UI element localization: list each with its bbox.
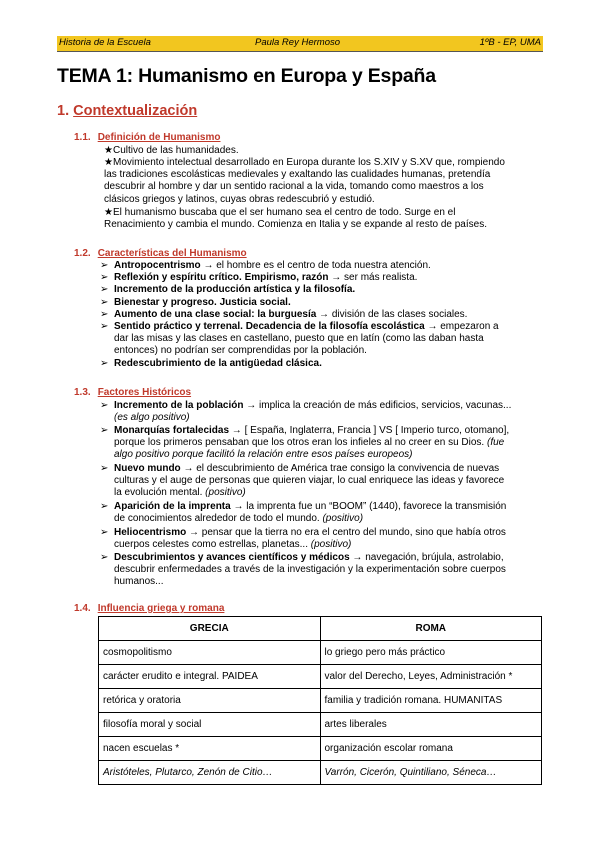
star-bullet-icon: ★ [104,145,113,156]
table-cell: nacen escuelas * [99,737,321,761]
arrow-bullet-icon: ➢ [100,527,109,538]
arrow-bullet-icon: ➢ [100,463,109,474]
subsection-1-3-heading [74,387,191,398]
table-cell: Aristóteles, Plutarco, Zenón de Citio… [99,761,321,785]
header-author: Paula Rey Hermoso [255,37,341,48]
factor-item: ➢ Incremento de la población → implica la creación de más edificios, servicios, vacunas... (es algo positivo) [100,400,512,424]
feature-item: ➢ Bienestar y progreso. Justicia social. [100,297,291,308]
column-header-grecia: GRECIA [99,617,321,641]
arrow-bullet-icon: ➢ [100,552,109,563]
feature-item: ➢ Antropocentrismo → el hombre es el centro de toda nuestra atención. [100,260,431,271]
arrow-bullet-icon: ➢ [100,425,109,436]
table-cell: cosmopolitismo [99,641,321,665]
definition-item-3: ★El humanismo buscaba que el ser humano sea el centro de todo. Surge en el Renacimiento y cambia el mundo. Comienza en Italia y se expande al resto de países. [104,207,487,231]
table-cell: retórica y oratoria [99,689,321,713]
factor-item: ➢ Descubrimientos y avances científicos y médicos → navegación, brújula, astrolabio, descubrir enfermedades a través de la investigación y la experimentación sobre cuerpos humanos... [100,552,506,588]
feature-item: ➢ Incremento de la producción artística y la filosofía. [100,284,356,295]
table-header-row [99,617,542,641]
factor-item: ➢ Aparición de la imprenta → la imprenta fue un “BOOM” (1440), favorece la transmisión de conocimientos alrededor de todo el mundo. (positivo) [100,501,507,525]
subsection-number: 1.2. [74,248,91,259]
definition-item-2: ★Movimiento intelectual desarrollado en Europa durante los S.XIV y S.XV que, rompiendo las tradiciones escolásticas medievales y exaltando las cualidades humanas, pretendía descubrir al hombre y dar un sentido racional a la vida, tomando como maestros a los clásicos griegos y latinos, cuyas obras redescubrió y estudió. [104,157,505,205]
arrow-bullet-icon: ➢ [100,309,109,320]
table-cell: carácter erudito e integral. PAIDEA [99,665,321,689]
arrow-bullet-icon: ➢ [100,272,109,283]
table-row [99,737,542,761]
table-cell: lo griego pero más práctico [320,641,542,665]
table-cell: familia y tradición romana. HUMANITAS [320,689,542,713]
arrow-bullet-icon: ➢ [100,284,109,295]
factor-item: ➢ Nuevo mundo → el descubrimiento de América trae consigo la convivencia de nuevas culturas y el auge de personas que quieren viajar, lo cual enriquece las ideas y favorece la evolución mental. (positivo) [100,463,505,499]
feature-item: ➢ Aumento de una clase social: la burguesía → división de las clases sociales. [100,309,468,320]
section-label: Contextualización [73,103,198,119]
subsection-label: Características del Humanismo [97,248,247,259]
section-1-heading [57,103,197,119]
subsection-number: 1.1. [74,132,91,143]
arrow-bullet-icon: ➢ [100,260,109,271]
influence-table [98,616,542,785]
subsection-label: Factores Históricos [97,387,192,398]
subsection-label: Influencia griega y romana [97,603,225,614]
table-row [99,689,542,713]
arrow-bullet-icon: ➢ [100,321,109,332]
arrow-bullet-icon: ➢ [100,501,109,512]
page-title: TEMA 1: Humanismo en Europa y España [57,65,436,87]
column-header-roma: ROMA [320,617,542,641]
arrow-bullet-icon: ➢ [100,358,109,369]
arrow-bullet-icon: ➢ [100,400,109,411]
subsection-1-1-heading [74,132,220,143]
table-row [99,665,542,689]
feature-item: ➢ Redescubrimiento de la antigüedad clásica. [100,358,322,369]
table-cell: artes liberales [320,713,542,737]
factor-item: ➢ Heliocentrismo → pensar que la tierra no era el centro del mundo, sino que había otros cuerpos celestes como estrellas, planetas... (positivo) [100,527,506,551]
table-cell: valor del Derecho, Leyes, Administración * [320,665,542,689]
subsection-1-2-heading [74,248,247,259]
header-group: 1ºB - EP, UMA [479,37,541,48]
star-bullet-icon: ★ [104,207,113,218]
star-bullet-icon: ★ [104,157,113,168]
header-course: Historia de la Escuela [59,37,151,48]
table-cell: organización escolar romana [320,737,542,761]
page-header [57,36,543,52]
table-row [99,761,542,785]
definition-item-1: ★Cultivo de las humanidades. [104,145,239,156]
arrow-bullet-icon: ➢ [100,297,109,308]
table-cell: Varrón, Cicerón, Quintiliano, Séneca… [320,761,542,785]
table-cell: filosofía moral y social [99,713,321,737]
subsection-label: Definición de Humanismo [97,132,221,143]
table-row [99,713,542,737]
subsection-1-4-heading [74,603,224,614]
feature-item: ➢ Sentido práctico y terrenal. Decadencia de la filosofía escolástica → empezaron a dar las misas y las clases en castellano, puesto que en latín (como las daban hasta entonces) no podrían ser comprendidas por la población. [100,321,499,357]
section-number: 1. [57,103,70,119]
table-row [99,641,542,665]
factor-item: ➢ Monarquías fortalecidas → [ España, Inglaterra, Francia ] VS [ Imperio turco, otomano], porque los primeros pensaban que los otros eran los infieles al no creer en su Dios. (fue algo positivo porque facilitó la relación entre esos países europeos) [100,425,510,461]
subsection-number: 1.4. [74,603,91,614]
feature-item: ➢ Reflexión y espíritu crítico. Empirismo, razón → ser más realista. [100,272,418,283]
subsection-number: 1.3. [74,387,91,398]
